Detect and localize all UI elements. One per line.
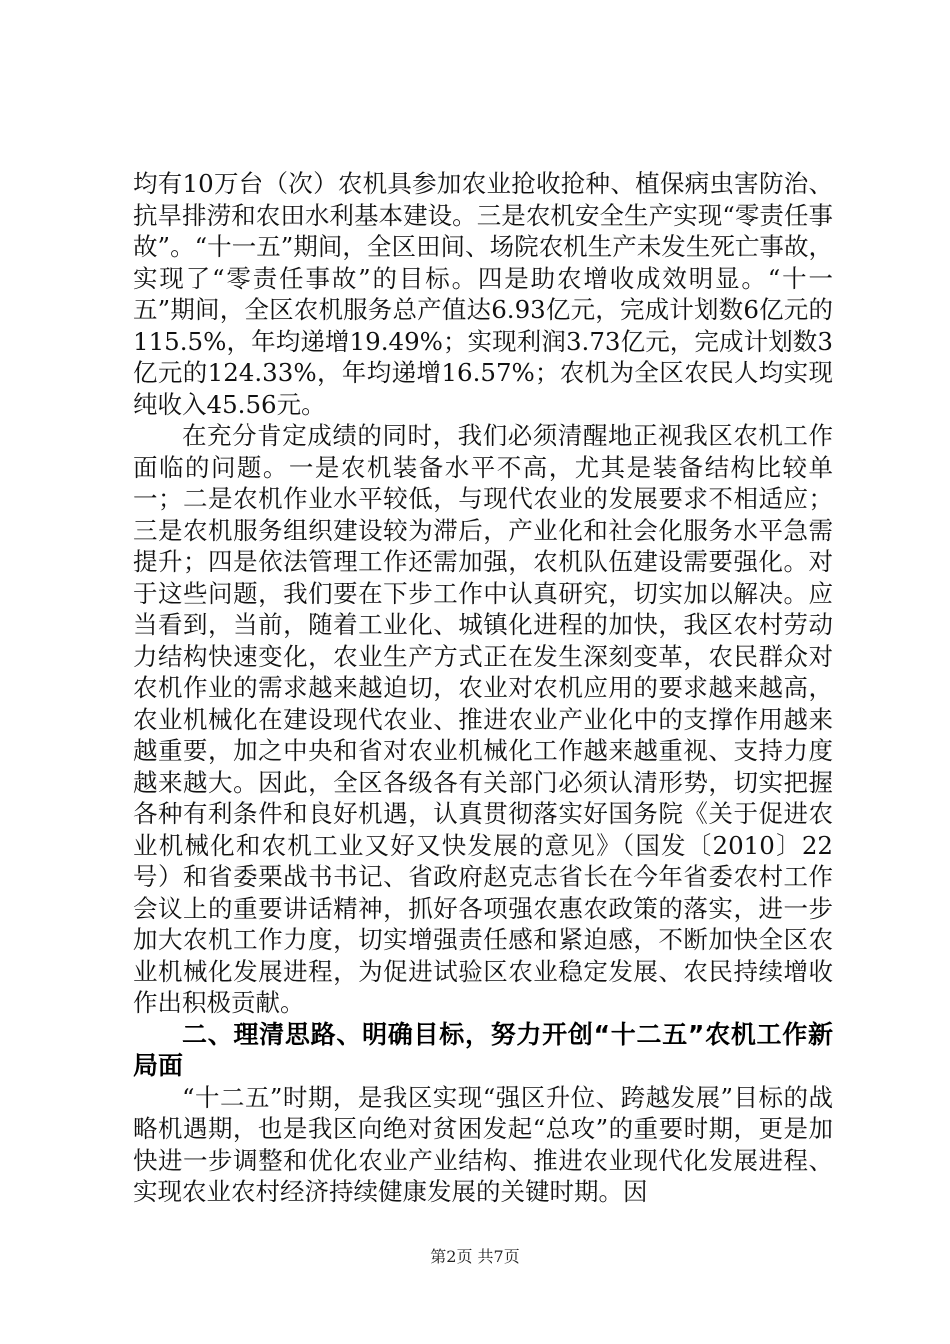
document-body <box>133 168 833 1208</box>
section-heading: 二、理清思路、明确目标，努力开创“十二五”农机工作新局面 <box>133 1019 833 1080</box>
paragraph-twelfth-five-year: “十二五”时期，是我区实现“强区升位、跨越发展”目标的战略机遇期，也是我区向绝对贫困发起“总攻”的重要时期，更是加快进一步调整和优化农业产业结构、推进农业现代化发展进程、实现农业农村经济持续健康发展的关键时期。因 <box>133 1082 833 1206</box>
paragraph-achievements: 均有10万台（次）农机具参加农业抢收抢种、植保病虫害防治、抗旱排涝和农田水利基本建设。三是农机安全生产实现“零责任事故”。“十一五”期间，全区田间、场院农机生产未发生死亡事故，实现了“零责任事故”的目标。四是助农增收成效明显。“十一五”期间，全区农机服务总产值达6.93亿元，完成计划数6亿元的115.5%，年均递增19.49%；实现利润3.73亿元，完成计划数3亿元的124.33%，年均递增16.57%；农机为全区农民人均实现纯收入45.56元。 <box>133 169 833 419</box>
paragraph-problems: 在充分肯定成绩的同时，我们必须清醒地正视我区农机工作面临的问题。一是农机装备水平不高，尤其是装备结构比较单一；二是农机作业水平较低，与现代农业的发展要求不相适应；三是农机服务组织建设较为滞后，产业化和社会化服务水平急需提升；四是依法管理工作还需加强，农机队伍建设需要强化。对于这些问题，我们要在下步工作中认真研究，切实加以解决。应当看到，当前，随着工业化、城镇化进程的加快，我区农村劳动力结构快速变化，农业生产方式正在发生深刻变革，农民群众对农机作业的需求越来越迫切，农业对农机应用的要求越来越高，农业机械化在建设现代农业、推进农业产业化中的支撑作用越来越重要，加之中央和省对农业机械化工作越来越重视、支持力度越来越大。因此，全区各级各有关部门必须认清形势，切实把握各种有利条件和良好机遇，认真贯彻落实好国务院《关于促进农业机械化和农机工业又好又快发展的意见》（国发〔2010〕22号）和省委栗战书书记、省政府赵克志省长在今年省委农村工作会议上的重要讲话精神，抓好各项强农惠农政策的落实，进一步加大农机工作力度，切实增强责任感和紧迫感，不断加快全区农业机械化发展进程，为促进试验区农业稳定发展、农民持续增收作出积极贡献。 <box>133 421 833 1017</box>
page-footer: 第2页 共7页 <box>430 1247 520 1266</box>
